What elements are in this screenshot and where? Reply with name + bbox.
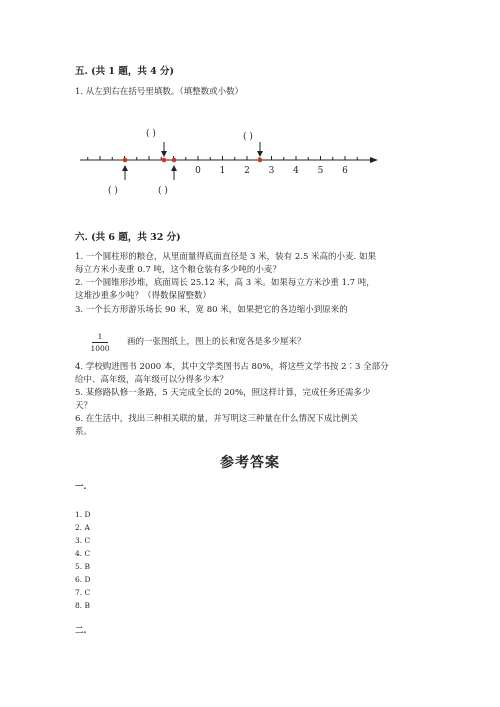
- answer-item: 1. D: [75, 510, 91, 519]
- fraction-one-thousandth: [88, 332, 112, 353]
- fraction-denominator: 1000: [90, 344, 110, 353]
- question-6-1-line-2: 每立方米小麦重 0.7 吨，这个粮仓装有多少吨的小麦？: [75, 265, 281, 275]
- answer-item: 5. B: [75, 562, 91, 571]
- tick-label: 5: [317, 166, 324, 176]
- answer-item: 4. C: [75, 549, 91, 558]
- question-6-2-line-2: 这堆沙重多少吨？（得数保留整数）: [75, 291, 212, 301]
- question-6-2-line-1: 2. 一个圆锥形沙堆，底面周长 25.12 米，高 3 米。如果每立方米沙重 1.7 吨，: [75, 278, 375, 288]
- arrow-up-a-icon: [122, 165, 128, 171]
- question-6-4-line-1: 4. 学校购进图书 2000 本，其中文学类图书占 80%，将这些文学书按 2∶3 全部分: [75, 362, 389, 372]
- tick-label: 3: [268, 166, 275, 176]
- answer-item: 2. A: [75, 523, 90, 532]
- tick-label: 4: [293, 166, 299, 176]
- tick-label: 6: [342, 166, 348, 176]
- point-marker-c: [172, 158, 177, 163]
- tick-label: 0: [195, 166, 201, 176]
- arrow-up-c-icon: [171, 165, 177, 171]
- section-6-title: 六. (共 6 题，共 32 分): [75, 232, 181, 243]
- number-line: [0, 122, 500, 212]
- answer-key-title: 参考答案: [220, 455, 280, 471]
- arrow-down-b-icon: [161, 151, 167, 157]
- question-6-3-line-1: 3. 一个长方形游乐场长 90 米，宽 80 米，如果把它的各边缩小到原来的: [75, 305, 348, 315]
- arrow-down-d-icon: [257, 151, 263, 157]
- fraction-numerator: 1: [97, 332, 103, 341]
- answer-item: 6. D: [75, 575, 91, 584]
- top-blank-2: ( ): [243, 132, 253, 142]
- section-5-title: 五. (共 1 题，共 4 分): [75, 66, 175, 77]
- question-6-5-line-1: 5. 某修路队修一条路，5 天完成全长的 20%，照这样计算，完成任务还需多少: [75, 388, 371, 398]
- question-6-3-line-2: 画的一张图纸上，图上的长和宽各是多少厘米？: [127, 337, 306, 347]
- answer-item: 8. B: [75, 601, 91, 610]
- answer-item: 3. C: [75, 536, 91, 545]
- question-6-6-line-1: 6. 在生活中，找出三种相关联的量，并写明这三种量在什么情况下成比例关: [75, 414, 358, 424]
- question-6-4-line-2: 给中、高年级，高年级可以分得多少本？: [75, 375, 229, 385]
- top-blank-1: ( ): [146, 129, 156, 139]
- bottom-blank-1: ( ): [108, 186, 118, 196]
- question-6-5-line-2: 天？: [75, 401, 93, 411]
- tick-label: 1: [219, 166, 226, 176]
- answer-part-1-label: 一.: [75, 482, 87, 492]
- bottom-blank-2: ( ): [158, 186, 168, 196]
- answer-item: 7. C: [75, 588, 91, 597]
- tick-label: 2: [244, 166, 250, 176]
- question-6-1-line-1: 1. 一个圆柱形的粮仓，从里面量得底面直径是 3 米，装有 2.5 米高的小麦. 如果: [75, 252, 376, 262]
- fraction-bar: [92, 342, 108, 343]
- point-marker-d: [258, 158, 263, 163]
- tick-labels: [195, 166, 348, 176]
- point-marker-a: [123, 158, 128, 163]
- number-line-arrow-icon: [370, 157, 378, 163]
- question-5-1: 1. 从左到右在括号里填数。（填整数或小数）: [75, 87, 244, 97]
- point-marker-b: [162, 158, 167, 163]
- question-6-6-line-2: 系。: [75, 427, 93, 437]
- answer-part-2-label: 二.: [75, 626, 87, 636]
